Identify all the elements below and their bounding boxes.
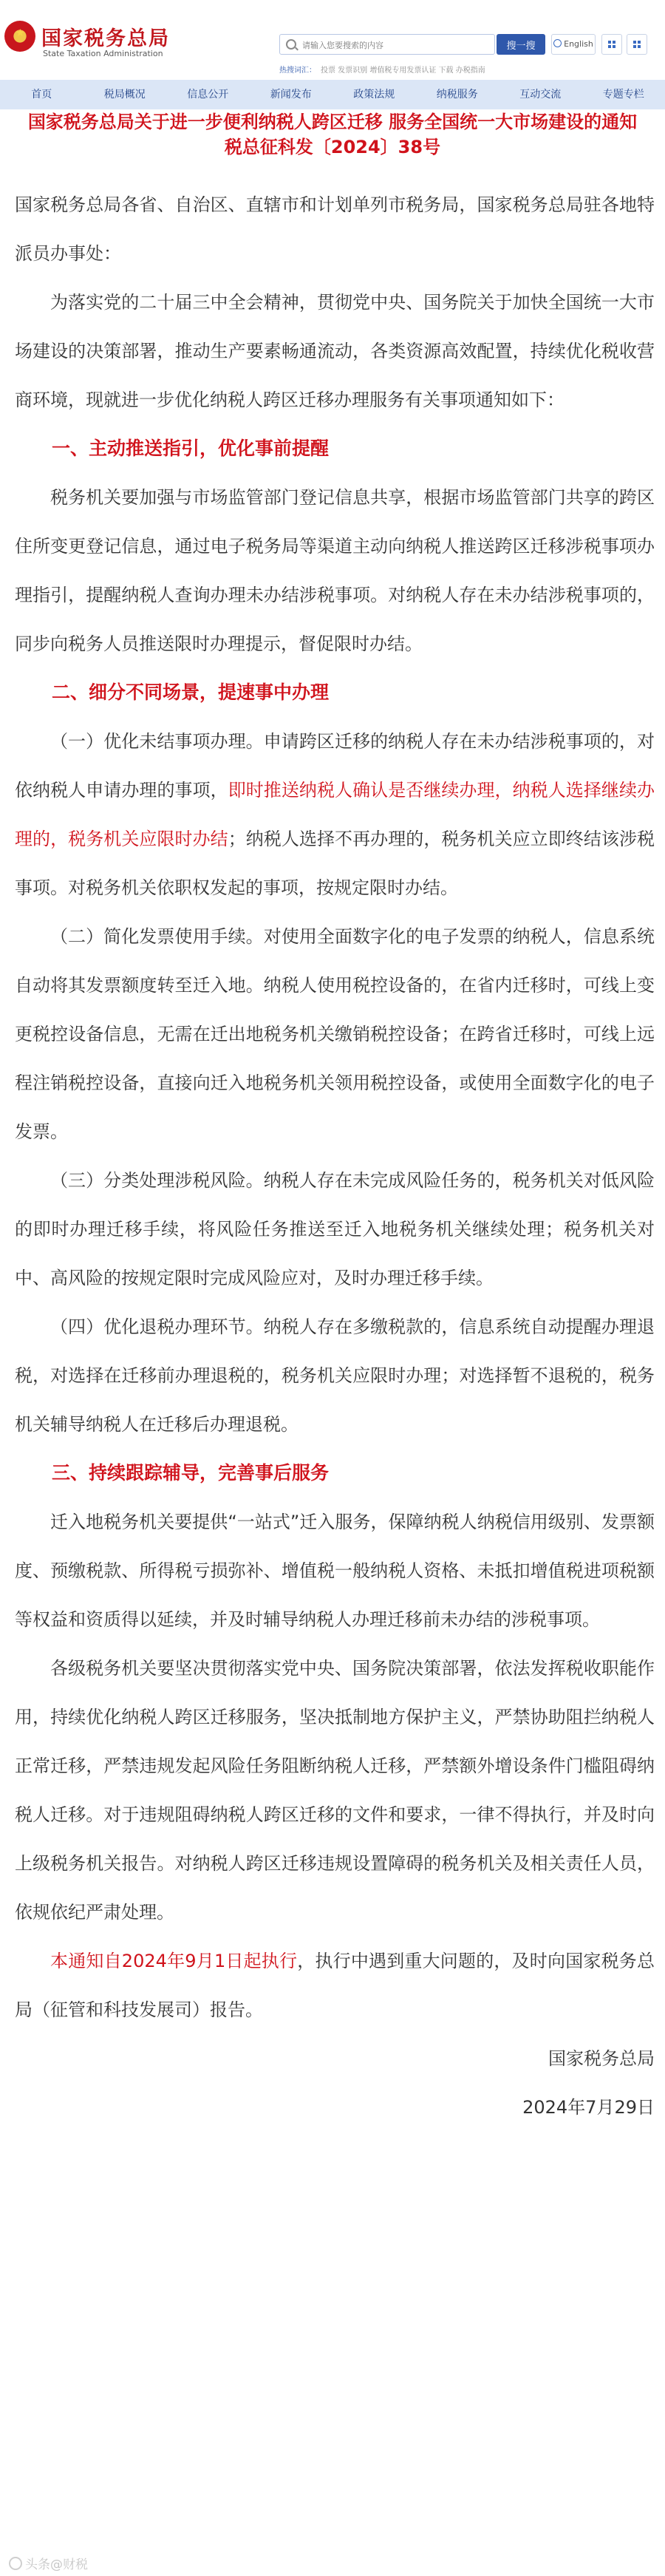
section-3-paragraph-1: 迁入地税务机关要提供“一站式”迁入服务，保障纳税人纳税信用级别、发票额度、预缴税款、所得税亏损弥补、增值税一般纳税人资格、未抵扣增值税进项税额等权益和资质得以延续，并及时辅导纳税人办理迁移前未办结的涉税事项。 [15, 1512, 655, 1630]
article [0, 109, 665, 2132]
section-2-item-4: （四）优化退税办理环节。纳税人存在多缴税款的，信息系统自动提醒办理退税，对选择在迁移前办理退税的，税务机关应限时办理；对选择暂不退税的，税务机关辅导纳税人在迁移后办理退税。 [15, 1316, 655, 1435]
article-body [0, 180, 665, 2034]
item-1-text-a: （一）优化未结事项办理。申请跨区迁移的纳税人存在未办结涉税事项的，对依纳税人申请办理的事项， [15, 731, 655, 801]
section-heading-3: 三、持续跟踪辅导，完善事后服务 [52, 1462, 330, 1484]
nav-item-info-disclosure[interactable]: 信息公开 [187, 89, 229, 101]
watermark-icon [9, 2557, 22, 2570]
hot-search-label: 热搜词汇： [279, 67, 316, 75]
nav-item-special-topics[interactable]: 专题专栏 [602, 89, 644, 101]
nav-item-interaction[interactable]: 互动交流 [519, 89, 562, 101]
effective-date-highlight: 本通知自2024年9月1日起执行 [50, 1951, 298, 1971]
nav-item-policy[interactable]: 政策法规 [353, 89, 395, 101]
closing-text: ，执行中遇到重大问题的，及时向国家税务总局（征管和科技发展司）报告。 [15, 1951, 655, 2020]
app-grid-button[interactable] [601, 34, 622, 55]
site-header [0, 0, 665, 80]
nav-item-news[interactable]: 新闻发布 [270, 89, 312, 101]
item-1-highlight: 即时推送纳税人确认是否继续办理，纳税人选择继续办理的，税务机关应限时办结 [15, 780, 655, 849]
search-icon [286, 39, 296, 50]
document-number: 税总征科发〔2024〕38号 [224, 137, 441, 157]
menu-button[interactable] [627, 34, 647, 55]
hot-search-bar [279, 64, 485, 75]
nav-item-tax-service[interactable]: 纳税服务 [436, 89, 478, 101]
nav-item-home[interactable]: 首页 [31, 89, 52, 101]
site-title[interactable]: 国家税务总局 [41, 27, 170, 50]
globe-icon [553, 39, 562, 47]
hot-search-words[interactable]: 投票 发票识别 增值税专用发票认证 下载 办税指南 [321, 67, 485, 75]
search-button[interactable]: 搜一搜 [497, 34, 545, 55]
section-heading-2: 二、细分不同场景，提速事中办理 [52, 682, 330, 703]
star-icon: ★ [16, 27, 25, 39]
grid-icon [608, 41, 615, 48]
nav-item-overview[interactable]: 税局概况 [103, 89, 146, 101]
search-box [279, 34, 495, 55]
section-3-paragraph-2: 各级税务机关要坚决贯彻落实党中央、国务院决策部署，依法发挥税收职能作用，持续优化纳税人跨区迁移服务，坚决抵制地方保护主义，严禁协助阻拦纳税人正常迁移，严禁违规发起风险任务阻断纳税人迁移，严禁额外增设条件门槛阻碍纳税人迁移。对于违规阻碍纳税人跨区迁移的文件和要求，一律不得执行，并及时向上级税务机关报告。对纳税人跨区迁移违规设置障碍的税务机关及相关责任人员，依规依纪严肃处理。 [15, 1658, 655, 1923]
main-nav [0, 80, 665, 109]
site-subtitle: State Taxation Administration [43, 49, 163, 58]
search-input[interactable] [301, 35, 492, 55]
signature: 国家税务总局 [548, 2048, 655, 2069]
section-2-item-2: （二）简化发票使用手续。对使用全面数字化的电子发票的纳税人，信息系统自动将其发票额度转至迁入地。纳税人使用税控设备的，在省内迁移时，可线上变更税控设备信息，无需在迁出地税务机关缴销税控设备；在跨省迁移时，可线上远程注销税控设备，直接向迁入地税务机关领用税控设备，或使用全面数字化的电子发票。 [15, 926, 655, 1142]
english-button[interactable] [551, 34, 596, 55]
english-label: English [564, 39, 593, 49]
watermark [9, 2554, 88, 2572]
national-emblem-logo[interactable] [4, 21, 35, 52]
closing-paragraph [15, 1937, 655, 2034]
grid-icon [633, 41, 641, 48]
section-1-paragraph: 税务机关要加强与市场监管部门登记信息共享，根据市场监管部门共享的跨区住所变更登记信息，通过电子税务局等渠道主动向纳税人推送跨区迁移涉税事项办理指引，提醒纳税人查询办理未办结涉税事项。对纳税人存在未办结涉税事项的，同步向税务人员推送限时办理提示，督促限时办结。 [15, 487, 655, 654]
intro-paragraph: 为落实党的二十届三中全会精神，贯彻党中央、国务院关于加快全国统一大市场建设的决策部署，推动生产要素畅通流动，各类资源高效配置，持续优化税收营商环境，现就进一步优化纳税人跨区迁移办理服务有关事项通知如下： [15, 292, 655, 410]
watermark-text: 头条@财税 [25, 2558, 88, 2572]
recipients: 国家税务总局各省、自治区、直辖市和计划单列市税务局，国家税务总局驻各地特派员办事处： [15, 194, 655, 264]
issue-date: 2024年7月29日 [522, 2097, 655, 2118]
section-2-item-1 [15, 717, 655, 912]
section-2-item-3: （三）分类处理涉税风险。纳税人存在未完成风险任务的，税务机关对低风险的即时办理迁移手续，将风险任务推送至迁入地税务机关继续处理；税务机关对中、高风险的按规定限时完成风险应对，及时办理迁移手续。 [15, 1170, 655, 1288]
article-title: 国家税务总局关于进一步便利纳税人跨区迁移 服务全国统一大市场建设的通知 [27, 112, 638, 132]
section-heading-1: 一、主动推送指引，优化事前提醒 [52, 438, 330, 459]
item-1-text-b: ；纳税人选择不再办理的，税务机关应立即终结该涉税事项。对税务机关依职权发起的事项，按规定限时办结。 [15, 829, 655, 898]
